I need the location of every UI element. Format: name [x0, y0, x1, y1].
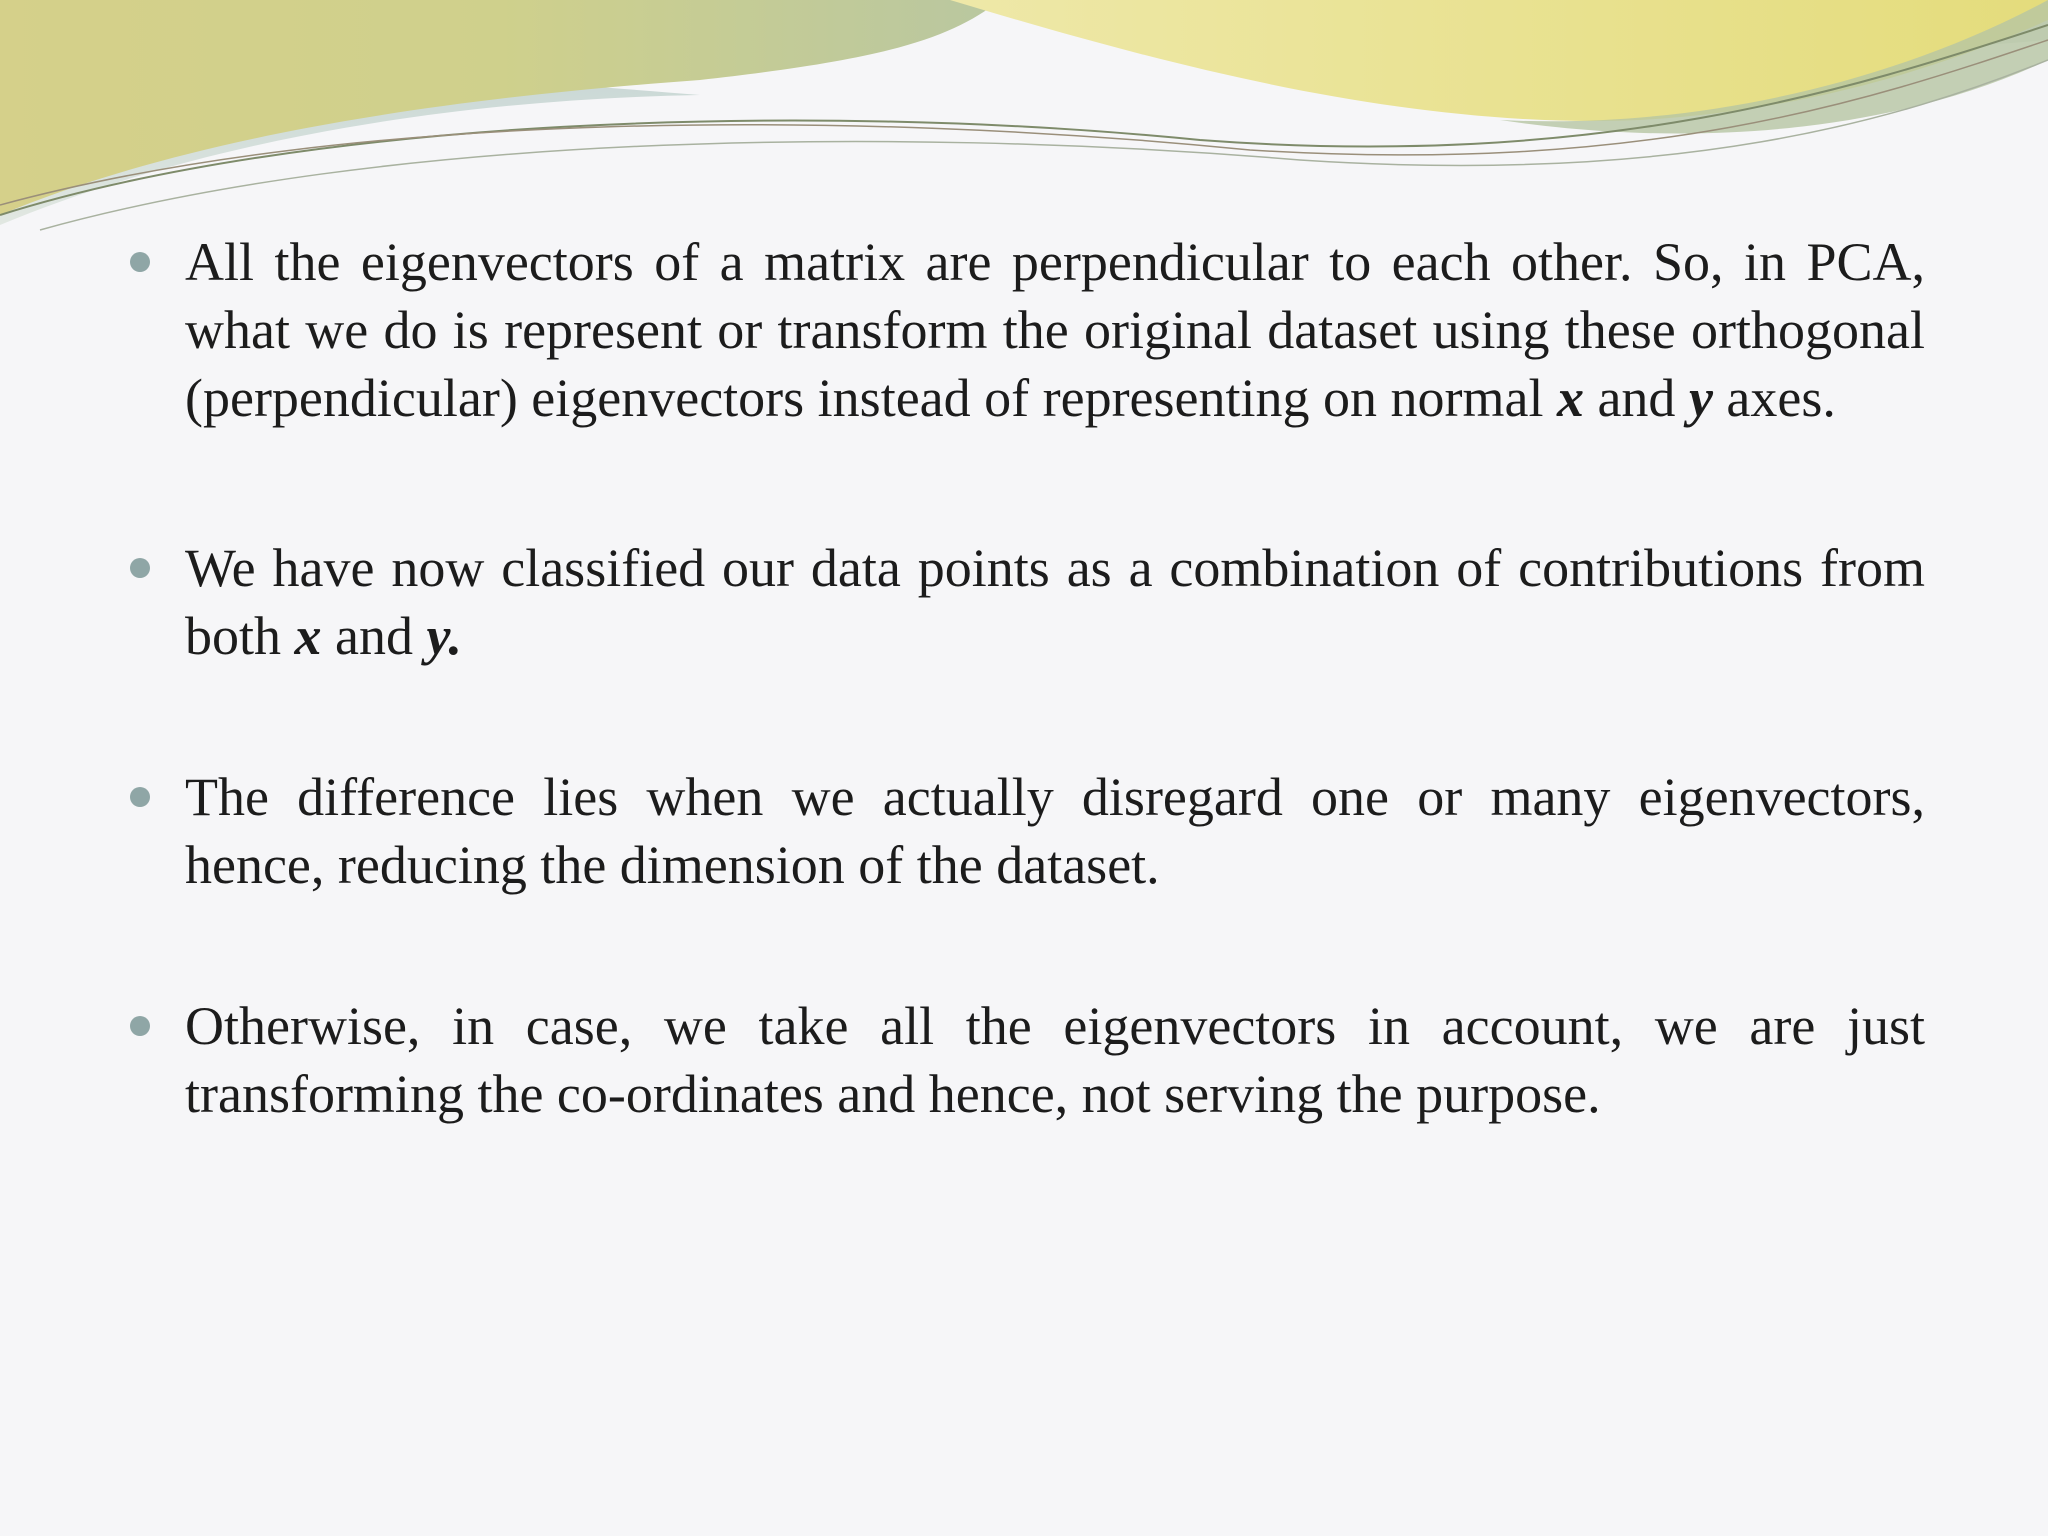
bullet-dot-icon — [130, 252, 150, 272]
bullet-2-text-1: We have now classified our data points as a combination of contributions from both — [185, 538, 1925, 666]
variable-y: y — [1688, 368, 1713, 428]
variable-y: y. — [426, 606, 462, 666]
bullet-1-text-3: axes. — [1712, 368, 1836, 428]
bullet-2-text-2: and — [321, 606, 427, 666]
bullet-item-4 — [120, 992, 1925, 1128]
bullet-dot-icon — [130, 1016, 150, 1036]
header-wave-decoration — [0, 0, 2048, 240]
variable-x: x — [294, 606, 322, 666]
bullet-dot-icon — [130, 787, 150, 807]
wave-shape-green — [0, 0, 1000, 215]
bullet-1-text-1: All the eigenvectors of a matrix are perpendicular to each other. So, in PCA, what we do is represent or transform the original dataset using these orthogonal (perpendicular) eigenvectors instead of representing on normal — [185, 232, 1925, 428]
variable-x: x — [1556, 368, 1584, 428]
bullet-item-3 — [120, 763, 1925, 899]
bullet-list — [120, 228, 1925, 1216]
bullet-item-1 — [120, 228, 1925, 432]
bullet-item-2 — [120, 534, 1925, 670]
bullet-dot-icon — [130, 558, 150, 578]
bullet-1-text-2: and — [1583, 368, 1689, 428]
bullet-4-text: Otherwise, in case, we take all the eigenvectors in account, we are just transforming the co-ordinates and hence, not serving the purpose. — [185, 996, 1925, 1124]
bullet-3-text: The difference lies when we actually disregard one or many eigenvectors, hence, reducing the dimension of the dataset. — [185, 767, 1925, 895]
